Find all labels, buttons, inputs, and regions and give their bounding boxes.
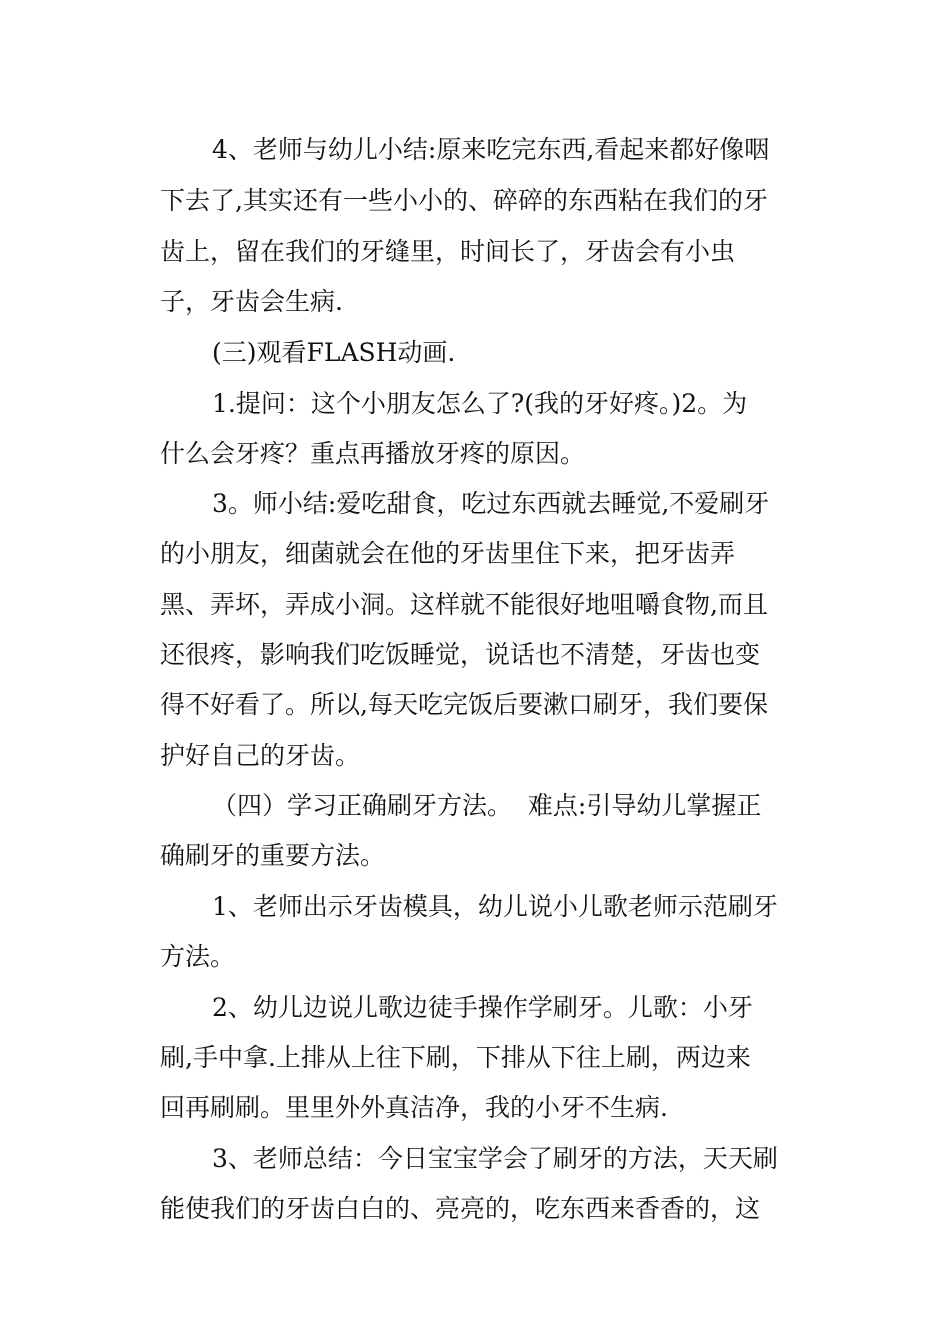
text-line: 3、老师总结：今日宝宝学会了刷牙的方法，天天刷	[212, 1144, 778, 1173]
text-line: 确刷牙的重要方法。	[160, 841, 386, 870]
text-line: 的小朋友，细菌就会在他的牙齿里住下来，把牙齿弄	[160, 539, 736, 568]
text-line: 齿上，留在我们的牙缝里，时间长了，牙齿会有小虫	[160, 237, 736, 266]
text-line: 护好自己的牙齿。	[160, 741, 361, 770]
text-line: 2、幼儿边说儿歌边徒手操作学刷牙。儿歌：小牙	[212, 993, 753, 1022]
text-line: 回再刷刷。里里外外真洁净，我的小牙不生病.	[160, 1093, 668, 1122]
text-line: 4、老师与幼儿小结:原来吃完东西,看起来都好像咽	[212, 135, 770, 164]
section-heading: （四）学习正确刷牙方法。 难点:引导幼儿掌握正	[212, 791, 762, 820]
text-line: 1、老师出示牙齿模具，幼儿说小儿歌老师示范刷牙	[212, 892, 778, 921]
section-heading: (三)观看FLASH动画.	[212, 338, 456, 367]
text-line: 还很疼，影响我们吃饭睡觉，说话也不清楚，牙齿也变	[160, 640, 761, 669]
text-line: 能使我们的牙齿白白的、亮亮的，吃东西来香香的，这	[160, 1194, 761, 1223]
text-line: 黑、弄坏，弄成小洞。这样就不能很好地咀嚼食物,而且	[160, 590, 768, 619]
text-line: 1.提问：这个小朋友怎么了?(我的牙好疼。)2。为	[212, 389, 748, 418]
text-line: 刷,手中拿.上排从上往下刷，下排从下往上刷，两边来	[160, 1043, 751, 1072]
text-line: 什么会牙疼？重点再播放牙疼的原因。	[160, 439, 586, 468]
text-line: 3。师小结:爱吃甜食，吃过东西就去睡觉,不爱刷牙	[212, 489, 770, 518]
text-line: 子，牙齿会生病.	[160, 287, 343, 316]
text-line: 得不好看了。所以,每天吃完饭后要漱口刷牙，我们要保	[160, 690, 768, 719]
text-line: 下去了,其实还有一些小小的、碎碎的东西粘在我们的牙	[160, 186, 768, 215]
text-line: 方法。	[160, 942, 236, 971]
